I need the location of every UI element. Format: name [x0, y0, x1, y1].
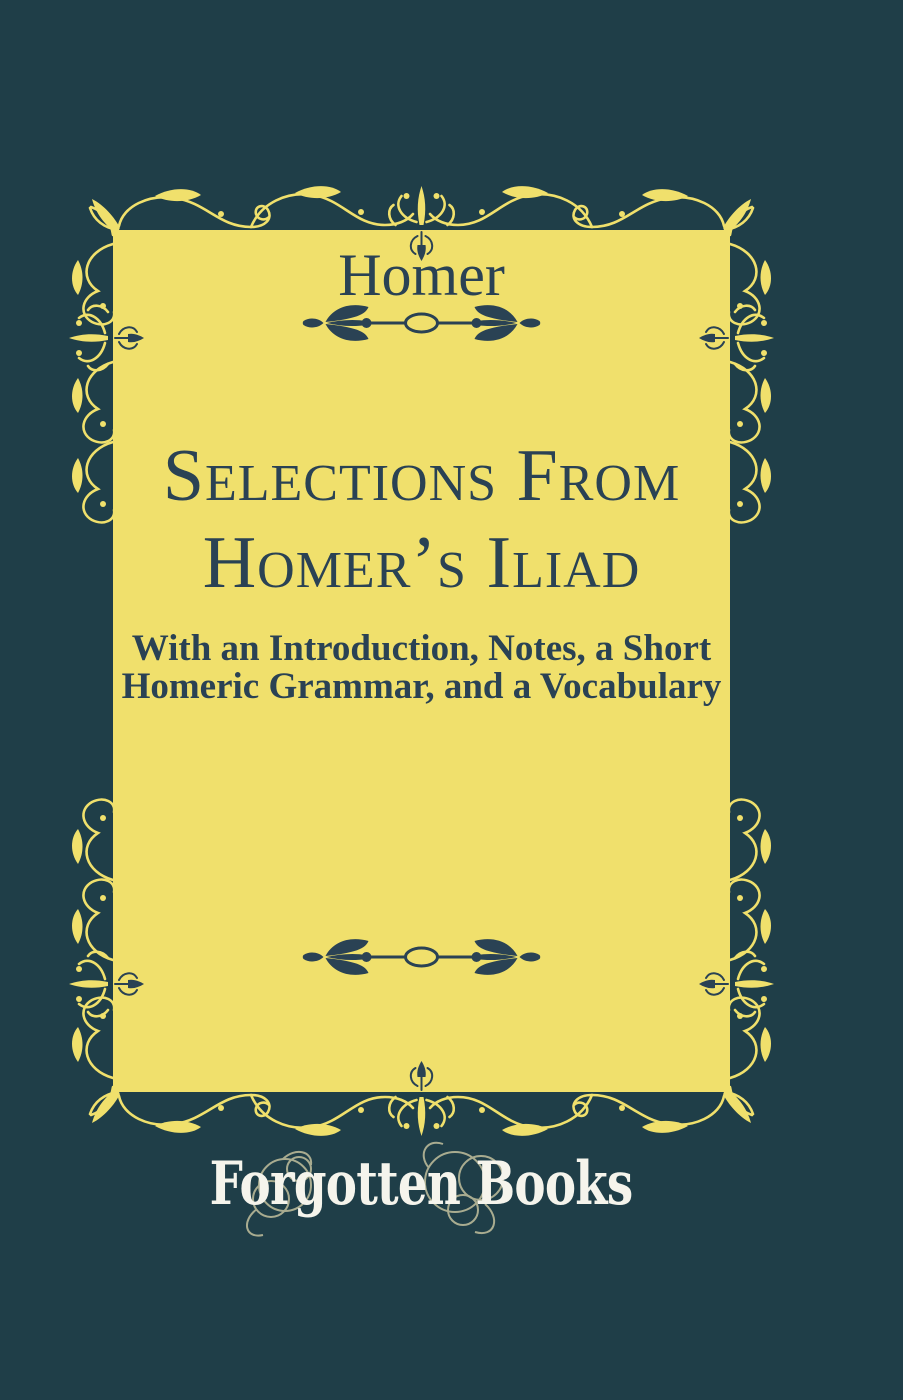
title-line-1: Selections From [162, 435, 681, 517]
book-title [113, 433, 730, 607]
subtitle-line-1: With an Introduction, Notes, a Short [131, 628, 712, 669]
title-line-2: Homer’s Iliad [202, 522, 641, 604]
subtitle-line-2: Homeric Grammar, and a Vocabulary [121, 666, 722, 707]
publisher-name: Forgotten Books [210, 1149, 633, 1219]
author-name: Homer [338, 242, 505, 308]
publisher-logo [113, 1134, 730, 1274]
book-subtitle [113, 630, 730, 706]
